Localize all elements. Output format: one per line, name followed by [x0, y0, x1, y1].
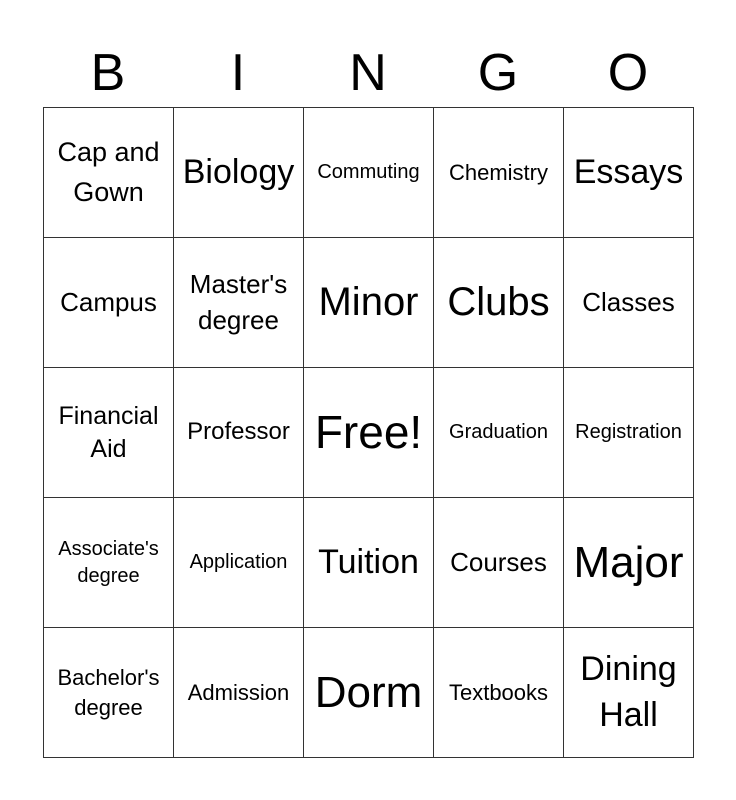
bingo-cell[interactable]: Major: [564, 498, 694, 628]
bingo-cell[interactable]: Commuting: [304, 108, 434, 238]
bingo-cell[interactable]: Dorm: [304, 628, 434, 758]
header-letter-g: G: [477, 44, 519, 102]
bingo-cell[interactable]: Associate's degree: [44, 498, 174, 628]
bingo-cell[interactable]: Graduation: [434, 368, 564, 498]
bingo-cell[interactable]: Master's degree: [174, 238, 304, 368]
bingo-cell[interactable]: Chemistry: [434, 108, 564, 238]
header-letter-n: N: [349, 44, 387, 102]
bingo-cell[interactable]: Financial Aid: [44, 368, 174, 498]
bingo-cell[interactable]: Clubs: [434, 238, 564, 368]
bingo-cell[interactable]: Professor: [174, 368, 304, 498]
bingo-cell[interactable]: Cap and Gown: [44, 108, 174, 238]
bingo-cell[interactable]: Essays: [564, 108, 694, 238]
bingo-cell[interactable]: Minor: [304, 238, 434, 368]
bingo-cell[interactable]: Biology: [174, 108, 304, 238]
bingo-cell[interactable]: Campus: [44, 238, 174, 368]
bingo-cell[interactable]: Textbooks: [434, 628, 564, 758]
header-letter-i: I: [230, 44, 246, 102]
bingo-board: [43, 107, 694, 758]
header-letter-b: B: [90, 44, 126, 102]
bingo-cell[interactable]: Registration: [564, 368, 694, 498]
bingo-cell[interactable]: Admission: [174, 628, 304, 758]
header-letter-o: O: [607, 44, 649, 102]
bingo-cell[interactable]: Tuition: [304, 498, 434, 628]
bingo-cell[interactable]: Courses: [434, 498, 564, 628]
bingo-header: [43, 38, 693, 108]
bingo-cell[interactable]: Bachelor's degree: [44, 628, 174, 758]
bingo-cell[interactable]: Dining Hall: [564, 628, 694, 758]
bingo-cell[interactable]: Classes: [564, 238, 694, 368]
free-space[interactable]: Free!: [304, 368, 434, 498]
bingo-cell[interactable]: Application: [174, 498, 304, 628]
